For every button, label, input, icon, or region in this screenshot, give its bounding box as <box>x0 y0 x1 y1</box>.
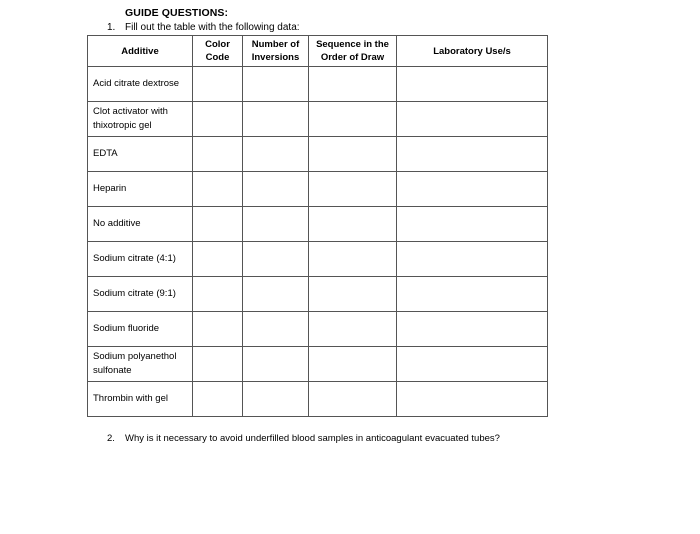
additive-cell: Heparin <box>88 172 193 207</box>
color-code-cell[interactable] <box>193 172 243 207</box>
header-color-code: Color Code <box>193 36 243 67</box>
table-row <box>88 207 548 242</box>
laboratory-use-cell[interactable] <box>397 102 548 137</box>
additive-cell: No additive <box>88 207 193 242</box>
table-row <box>88 312 548 347</box>
table-row <box>88 102 548 137</box>
additive-cell: Clot activator with thixotropic gel <box>88 102 193 137</box>
table-row <box>88 382 548 417</box>
color-code-cell[interactable] <box>193 277 243 312</box>
inversions-cell[interactable] <box>243 137 309 172</box>
question-2 <box>107 433 500 444</box>
header-additive: Additive <box>88 36 193 67</box>
laboratory-use-cell[interactable] <box>397 137 548 172</box>
order-of-draw-cell[interactable] <box>309 347 397 382</box>
question-1 <box>107 22 300 33</box>
color-code-cell[interactable] <box>193 102 243 137</box>
color-code-cell[interactable] <box>193 242 243 277</box>
question-2-text: Why is it necessary to avoid underfilled blood samples in anticoagulant evacuated tubes? <box>125 433 500 444</box>
question-2-number: 2. <box>107 433 115 444</box>
table-header-row <box>88 36 548 67</box>
color-code-cell[interactable] <box>193 137 243 172</box>
laboratory-use-cell[interactable] <box>397 277 548 312</box>
laboratory-use-cell[interactable] <box>397 172 548 207</box>
laboratory-use-cell[interactable] <box>397 382 548 417</box>
table-row <box>88 277 548 312</box>
laboratory-use-cell[interactable] <box>397 207 548 242</box>
order-of-draw-cell[interactable] <box>309 172 397 207</box>
table-row <box>88 67 548 102</box>
color-code-cell[interactable] <box>193 207 243 242</box>
inversions-cell[interactable] <box>243 382 309 417</box>
additive-cell: Acid citrate dextrose <box>88 67 193 102</box>
laboratory-use-cell[interactable] <box>397 347 548 382</box>
order-of-draw-cell[interactable] <box>309 102 397 137</box>
inversions-cell[interactable] <box>243 277 309 312</box>
additive-cell: Sodium fluoride <box>88 312 193 347</box>
table-row <box>88 242 548 277</box>
additive-cell: EDTA <box>88 137 193 172</box>
guide-questions-heading: GUIDE QUESTIONS: <box>125 7 229 19</box>
inversions-cell[interactable] <box>243 242 309 277</box>
color-code-cell[interactable] <box>193 312 243 347</box>
question-1-number: 1. <box>107 22 116 33</box>
color-code-cell[interactable] <box>193 382 243 417</box>
inversions-cell[interactable] <box>243 67 309 102</box>
header-sequence-order-of-draw: Sequence in the Order of Draw <box>309 36 397 67</box>
order-of-draw-cell[interactable] <box>309 277 397 312</box>
inversions-cell[interactable] <box>243 312 309 347</box>
question-1-text: Fill out the table with the following data: <box>125 22 300 33</box>
header-laboratory-use: Laboratory Use/s <box>397 36 548 67</box>
order-of-draw-cell[interactable] <box>309 382 397 417</box>
color-code-cell[interactable] <box>193 67 243 102</box>
inversions-cell[interactable] <box>243 102 309 137</box>
additives-table <box>87 35 548 417</box>
order-of-draw-cell[interactable] <box>309 207 397 242</box>
table-row <box>88 137 548 172</box>
inversions-cell[interactable] <box>243 347 309 382</box>
header-number-of-inversions: Number of Inversions <box>243 36 309 67</box>
additive-cell: Sodium polyanethol sulfonate <box>88 347 193 382</box>
order-of-draw-cell[interactable] <box>309 242 397 277</box>
inversions-cell[interactable] <box>243 207 309 242</box>
order-of-draw-cell[interactable] <box>309 67 397 102</box>
order-of-draw-cell[interactable] <box>309 312 397 347</box>
additive-cell: Thrombin with gel <box>88 382 193 417</box>
table-row <box>88 172 548 207</box>
additive-cell: Sodium citrate (4:1) <box>88 242 193 277</box>
order-of-draw-cell[interactable] <box>309 137 397 172</box>
laboratory-use-cell[interactable] <box>397 67 548 102</box>
table-row <box>88 347 548 382</box>
color-code-cell[interactable] <box>193 347 243 382</box>
laboratory-use-cell[interactable] <box>397 312 548 347</box>
laboratory-use-cell[interactable] <box>397 242 548 277</box>
additive-cell: Sodium citrate (9:1) <box>88 277 193 312</box>
inversions-cell[interactable] <box>243 172 309 207</box>
